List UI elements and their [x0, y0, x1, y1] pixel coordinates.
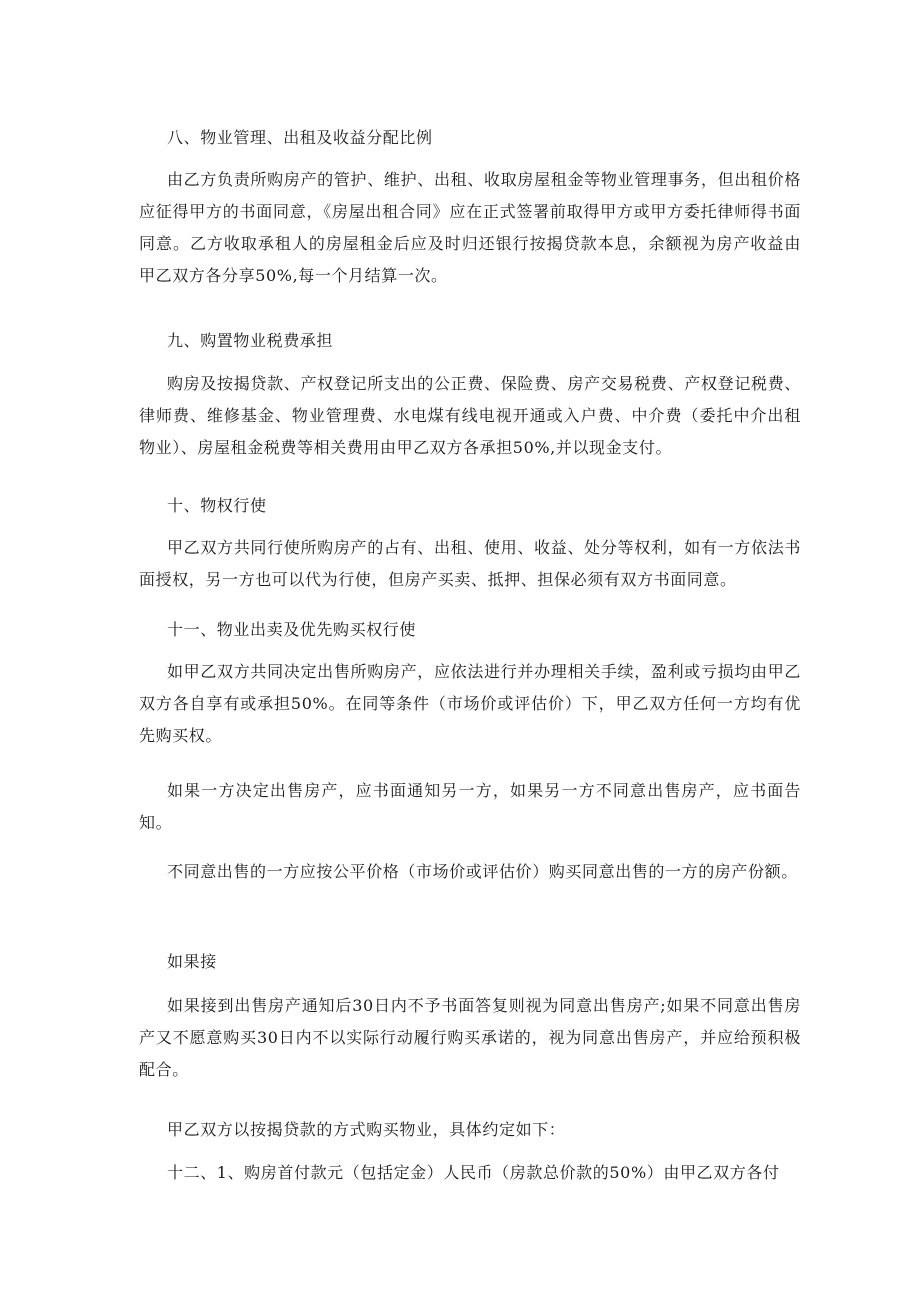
section-9-heading: 九、购置物业税费承担	[167, 331, 334, 350]
section-10-body: 甲乙双方共同行使所购房产的占有、出租、使用、收益、处分等权利，如有一方依法书面授权，另一方也可以代为行使，但房产买卖、抵押、担保必须有双方书面同意。	[139, 538, 801, 589]
mortgage-intro-paragraph: 甲乙双方以按揭贷款的方式购买物业，具体约定如下：	[167, 1120, 566, 1139]
section-12-item-1: 十二、1、购房首付款元（包括定金）人民币（房款总价款的50%）由甲乙双方各付	[167, 1163, 780, 1182]
section-9-body: 购房及按揭贷款、产权登记所支出的公正费、保险费、房产交易税费、产权登记税费、律师费、维修基金、物业管理费、水电煤有线电视开通或入户费、中介费（委托中介出租物业）、房屋租金税费等相关费用由甲乙双方各承担50%,并以现金支付。	[139, 374, 801, 457]
notice-paragraph: 如果一方决定出售房产，应书面通知另一方，如果另一方不同意出售房产，应书面告知。	[139, 781, 801, 832]
purchase-share-paragraph: 不同意出售的一方应按公平价格（市场价或评估价）购买同意出售的一方的房产份额。	[167, 862, 798, 881]
section-10-heading: 十、物权行使	[167, 496, 267, 515]
section-8-body: 由乙方负责所购房产的管护、维护、出租、收取房屋租金等物业管理事务，但出租价格应征得甲方的书面同意，《房屋出租合同》应在正式签署前取得甲方或甲方委托律师得书面同意。乙方收取承租人的房屋租金后应及时归还银行按揭贷款本息，余额视为房产收益由甲乙双方各分享50%,每一个月结算一次。	[139, 170, 801, 285]
section-8-heading: 八、物业管理、出租及收益分配比例	[167, 128, 433, 147]
reply-deadline-paragraph: 如果接到出售房产通知后30日内不予书面答复则视为同意出售房产;如果不同意出售房产又不愿意购买30日内不以实际行动履行购买承诺的，视为同意出售房产，并应给预积极配合。	[139, 996, 801, 1079]
section-11-body: 如甲乙双方共同决定出售所购房产，应依法进行并办理相关手续，盈利或亏损均由甲乙双方各自享有或承担50%。在同等条件（市场价或评估价）下，甲乙双方任何一方均有优先购买权。	[139, 662, 801, 745]
section-11-heading: 十一、物业出卖及优先购买权行使	[167, 620, 417, 639]
fragment-paragraph: 如果接	[167, 952, 217, 971]
